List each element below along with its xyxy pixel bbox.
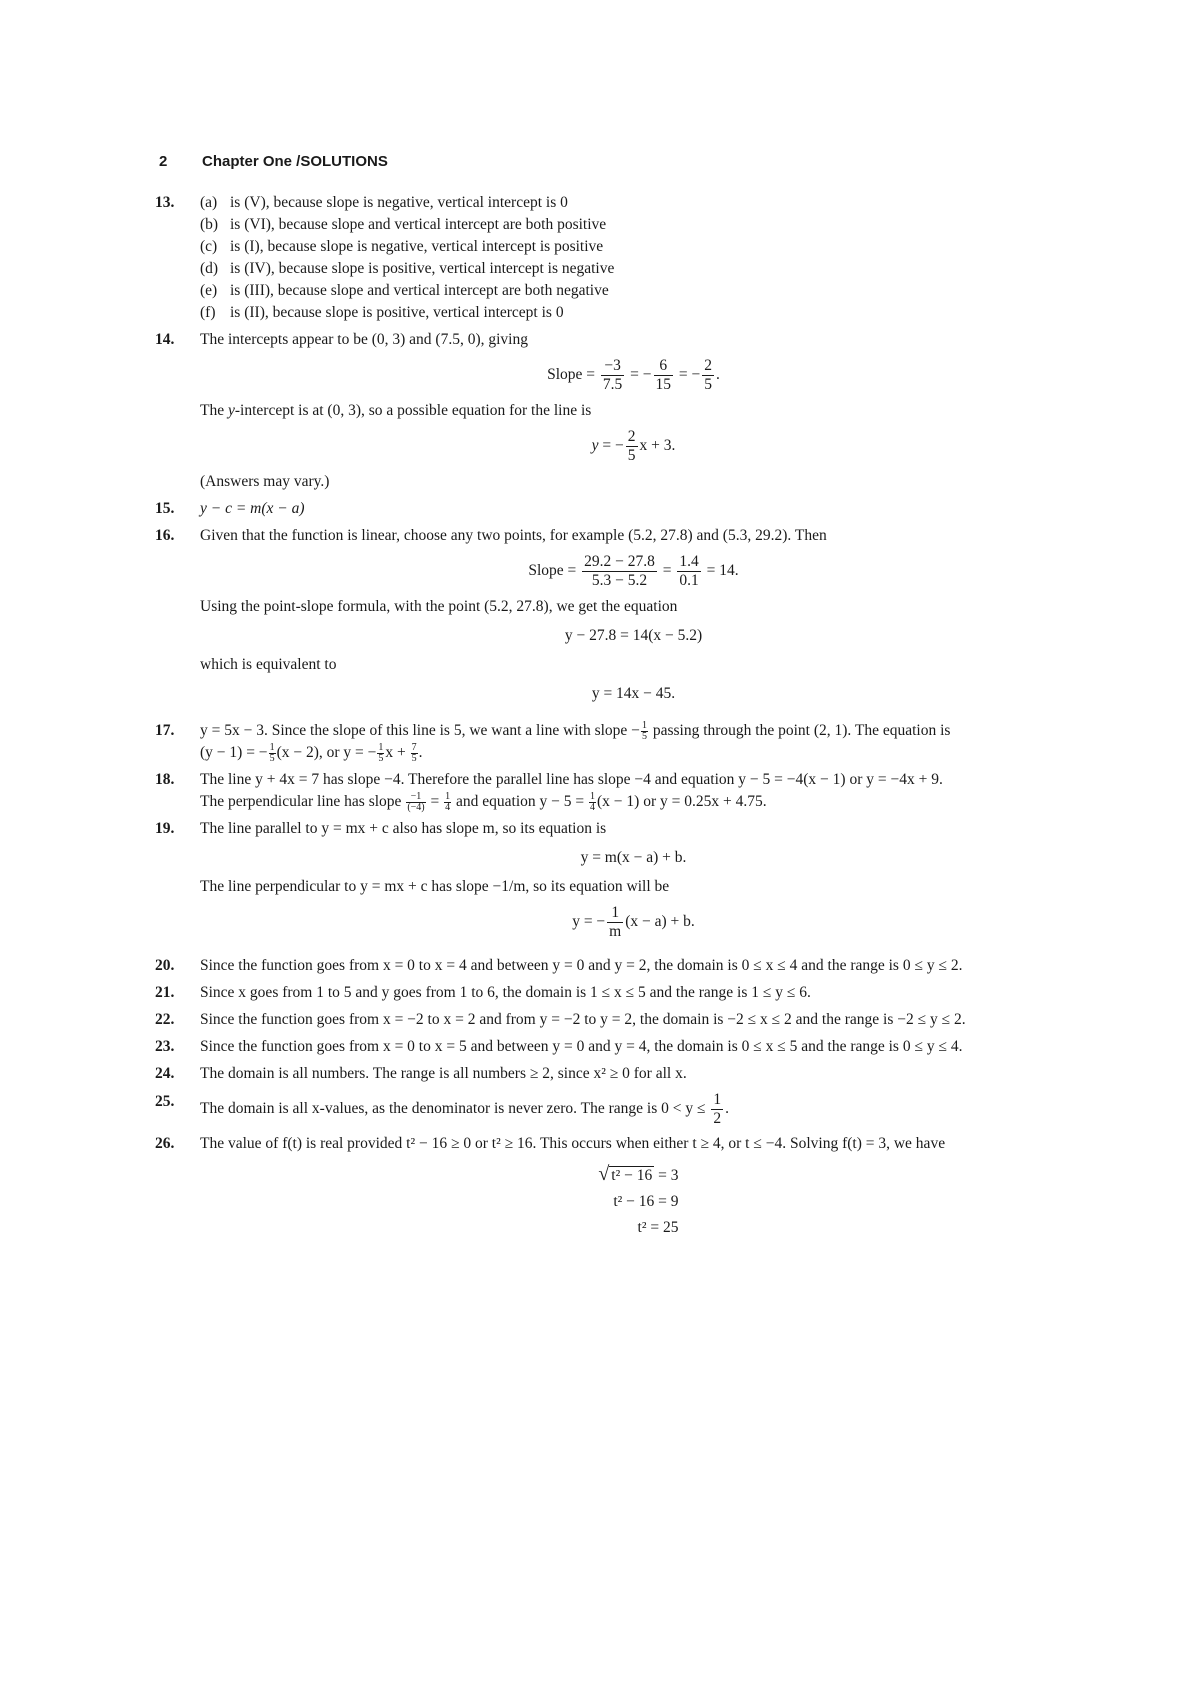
text: Since the function goes from x = 0 to x = 5 and between y = 0 and y = 4, the domain is 0 ≤ x ≤ 5 and the range is 0 ≤ y ≤ 4.: [200, 1038, 963, 1055]
text: Using the point-slope formula, with the point (5.2, 27.8), we get the equation: [200, 598, 678, 615]
part-f: (f) is (II), because slope is positive, vertical intercept is 0: [200, 304, 564, 321]
problem-number: 23.: [155, 1038, 175, 1055]
chapter-title: Chapter One /SOLUTIONS: [202, 153, 388, 170]
problem-number: 18.: [155, 771, 175, 788]
solutions-content: [155, 192, 1067, 1247]
problem-number: 20.: [155, 957, 175, 974]
page-header: [159, 153, 388, 170]
text: The intercepts appear to be (0, 3) and (7.5, 0), giving: [200, 331, 528, 348]
problem-number: 19.: [155, 820, 175, 837]
text: The domain is all x-values, as the denominator is never zero. The range is 0 < y ≤ $\frac{1}{2}$ .: [200, 1091, 729, 1127]
text: The value of f(t) is real provided t² − 16 ≥ 0 or t² ≥ 16. This occurs when either t ≥ 4, or t ≤ −4. Solving f(t) = 3, we have: [200, 1135, 946, 1152]
slope-equation: Slope = $\frac{-3}{7.5}$ = − $\frac{6}{15}$ = − $\frac{2}{5}$ .: [547, 357, 720, 393]
text: which is equivalent to: [200, 656, 337, 673]
part-d: (d) is (IV), because slope is positive, vertical intercept is negative: [200, 260, 615, 277]
problem-number: 17.: [155, 722, 175, 739]
step-3: t² = 25: [637, 1219, 679, 1236]
problem-number: 24.: [155, 1065, 175, 1082]
part-b: (b) is (VI), because slope and vertical intercept are both positive: [200, 216, 607, 233]
line-equation: y = − $\frac{2}{5}$ x + 3.: [591, 428, 676, 464]
equivalent-equation: y = 14x − 45.: [591, 685, 676, 702]
problem-number: 22.: [155, 1011, 175, 1028]
problem-number: 16.: [155, 527, 175, 544]
text: Since the function goes from x = 0 to x = 4 and between y = 0 and y = 2, the domain is 0 ≤ x ≤ 4 and the range is 0 ≤ y ≤ 2.: [200, 957, 963, 974]
problem-number: 26.: [155, 1135, 175, 1152]
problem-22: [155, 1009, 1067, 1031]
text: Since x goes from 1 to 5 and y goes from 1 to 6, the domain is 1 ≤ x ≤ 5 and the range is 1 ≤ y ≤ 6.: [200, 984, 811, 1001]
solution-steps: [534, 1161, 734, 1241]
text: The domain is all numbers. The range is all numbers ≥ 2, since x² ≥ 0 for all x.: [200, 1065, 687, 1082]
text: The line perpendicular to y = mx + c has slope −1/m, so its equation will be: [200, 878, 670, 895]
problem-18: [155, 769, 1067, 813]
part-c: (c) is (I), because slope is negative, vertical intercept is positive: [200, 238, 604, 255]
problem-15: [155, 498, 1067, 520]
parallel-equation: y = m(x − a) + b.: [580, 849, 687, 866]
text: Since the function goes from x = −2 to x = 2 and from y = −2 to y = 2, the domain is −2 ≤ x ≤ 2 and the range is −2 ≤ y ≤ 2.: [200, 1011, 966, 1028]
problem-25: [155, 1091, 1067, 1128]
problem-number: 21.: [155, 984, 175, 1001]
slope-equation: Slope = $\frac{29.2 - 27.8}{5.3 - 5.2}$ = $\frac{1.4}{0.1}$ = 14.: [528, 553, 739, 589]
text: The y-intercept is at (0, 3), so a possible equation for the line is: [200, 402, 592, 419]
problem-17: [155, 720, 1067, 764]
perpendicular-equation: y = − $\frac{1}{m}$ (x − a) + b.: [572, 904, 695, 940]
part-a: (a) is (V), because slope is negative, vertical intercept is 0: [200, 194, 568, 211]
step-1: √ t² − 16 = 3: [598, 1163, 679, 1185]
problem-number: 14.: [155, 331, 175, 348]
problem-number: 13.: [155, 194, 175, 211]
problem-number: 25.: [155, 1093, 175, 1110]
text: The line parallel to y = mx + c also has slope m, so its equation is: [200, 820, 607, 837]
problem-number: 15.: [155, 500, 175, 517]
problem-19: [155, 818, 1067, 941]
step-2: t² − 16 = 9: [613, 1193, 679, 1210]
problem-16: [155, 525, 1067, 706]
part-e: (e) is (III), because slope and vertical intercept are both negative: [200, 282, 609, 299]
problem-13: [155, 192, 1067, 324]
text: Given that the function is linear, choose any two points, for example (5.2, 27.8) and (5.3, 29.2). Then: [200, 527, 827, 544]
point-slope-equation: y − 27.8 = 14(x − 5.2): [564, 627, 703, 644]
problem-21: [155, 982, 1067, 1004]
problem-20: [155, 955, 1067, 977]
text: The line y + 4x = 7 has slope −4. Therefore the parallel line has slope −4 and equation y − 5 = −4(x − 1) or y = −4x + 9. The perpendicular line has slope $\frac{-1}{(-4)}$ = $\frac{1}{4}$ and equation y − 5 = $\frac{1}{4}$ (x − 1) or y = 0.25x + 4.75.: [200, 771, 943, 813]
text: y = 5x − 3. Since the slope of this line is 5, we want a line with slope − $\frac{1}{5}$ passing through the point (2, 1). The equation is (y − 1) = − $\frac{1}{5}$ (x − 2), or y = − $\frac{1}{5}$ x + $\frac{7}{5}$ .: [200, 719, 951, 764]
page-number: 2: [159, 153, 168, 170]
problem-14: [155, 329, 1067, 493]
text: y − c = m(x − a): [200, 500, 305, 517]
problem-24: [155, 1063, 1067, 1085]
note: (Answers may vary.): [200, 473, 330, 490]
problem-23: [155, 1036, 1067, 1058]
problem-26: [155, 1133, 1067, 1241]
